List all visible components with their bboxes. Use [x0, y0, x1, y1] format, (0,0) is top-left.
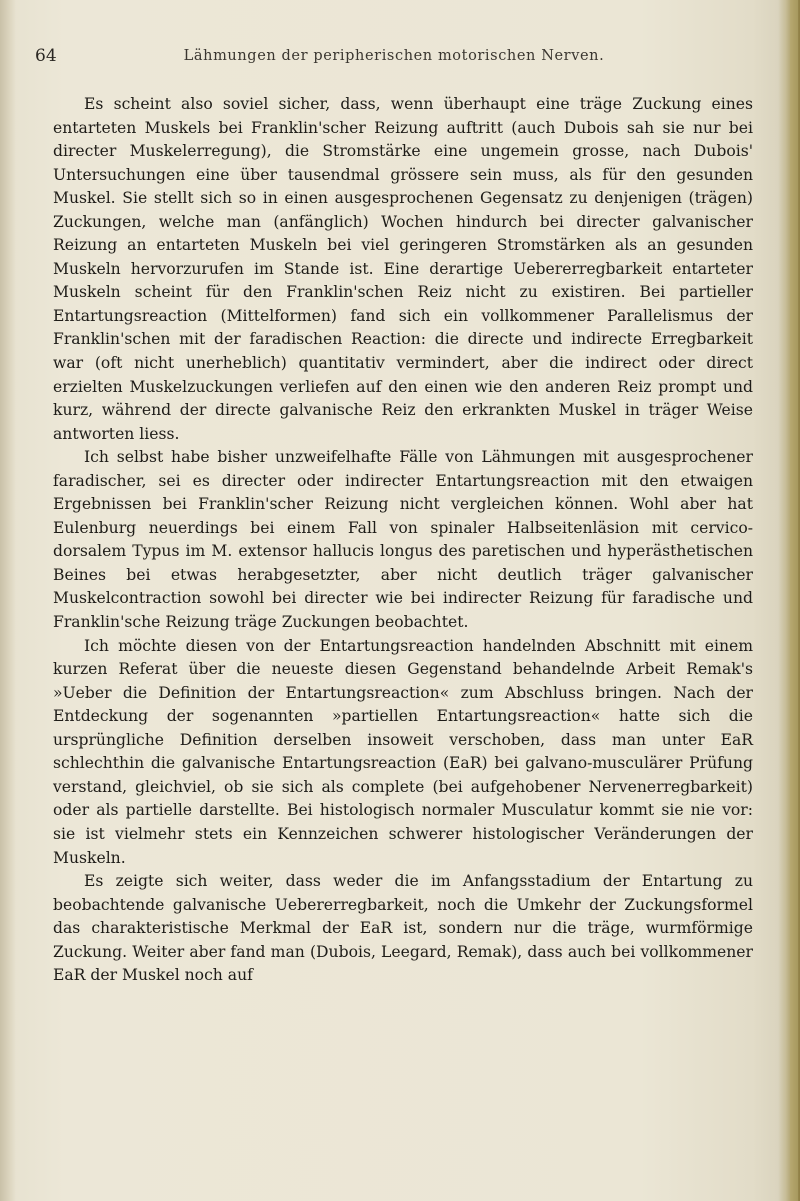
paragraph: Es zeigte sich weiter, dass weder die im Anfangsstadium der Entartung zu beobachtende galvanische Uebererregbarkeit, noch die Umkehr der Zuckungsformel das charakteristische Merkmal der EaR ist, sondern nur die träge, wurmförmige Zuckung. Weiter aber fand man (Dubois, Leegard, Remak), dass auch bei vollkommener EaR der Muskel noch auf [53, 872, 753, 985]
page-gutter-shadow [0, 0, 16, 1201]
body-text [53, 93, 753, 988]
paragraph: Es scheint also soviel sicher, dass, wenn überhaupt eine träge Zuckung eines entarteten Muskels bei Franklin'scher Reizung auftritt (auch Dubois sah sie nur bei directer Muskelerregung), die Stromstärke eine ungemein grosse, nach Dubois' Untersuchungen eine über tausendmal grössere sein muss, als für den gesunden Muskel. Sie stellt sich so in einen ausgesprochenen Gegensatz zu denjenigen (trägen) Zuckungen, welche man (anfänglich) Wochen hindurch bei directer galvanischer Reizung an entarteten Muskeln bei viel geringeren Stromstärken als an gesunden Muskeln hervorzurufen im Stande ist. Eine derartige Uebererregbarkeit entarteter Muskeln scheint für den Franklin'schen Reiz nicht zu existiren. Bei partieller Entartungsreaction (Mittelformen) fand sich ein vollkommener Parallelismus der Franklin'schen mit der faradischen Reaction: die directe und indirecte Erregbarkeit war (oft nicht unerheblich) quantitativ vermindert, aber die indirect oder direct erzielten Muskelzuckungen verliefen auf den einen wie den anderen Reiz prompt und kurz, während der directe galvanische Reiz den erkrankten Muskel in träger Weise antworten liess. [53, 95, 753, 443]
running-head: Lähmungen der peripherischen motorischen Nerven. [183, 48, 605, 64]
paragraph: Ich möchte diesen von der Entartungsreaction handelnden Abschnitt mit einem kurzen Referat über die neueste diesen Gegenstand behandelnde Arbeit Remak's »Ueber die Definition der Entartungsreaction« zum Abschluss bringen. Nach der Entdeckung der sogenannten »partiellen Entartungsreaction« hatte sich die ursprüngliche Definition derselben insoweit verschoben, dass man unter EaR schlechthin die galvanische Entartungsreaction (EaR) bei galvano-musculärer Prüfung verstand, gleichviel, ob sie sich als complete (bei aufgehobener Nervenerregbarkeit) oder als partielle darstellte. Bei histologisch normaler Musculatur kommt sie nie vor: sie ist vielmehr stets ein Kennzeichen schwerer histologischer Veränderungen der Muskeln. [53, 636, 753, 867]
page-header [35, 46, 753, 70]
page-edge-band [790, 0, 798, 1201]
paragraph: Ich selbst habe bisher unzweifelhafte Fälle von Lähmungen mit ausgesprochener faradischer, sei es directer oder indirecter Entartungsreaction mit den etwaigen Ergebnissen bei Franklin'scher Reizung nicht vergleichen können. Wohl aber hat Eulenburg neuerdings bei einem Fall von spinaler Halbseitenläsion mit cervico-dorsalem Typus im M. extensor hallucis longus des paretischen und hyperästhetischen Beines bei etwas herabgesetzter, aber nicht deutlich träger galvanischer Muskelcontraction sowohl bei directer wie bei indirecter Reizung für faradische und Franklin'sche Reizung träge Zuckungen beobachtet. [53, 448, 753, 632]
page-number: 64 [35, 46, 57, 66]
